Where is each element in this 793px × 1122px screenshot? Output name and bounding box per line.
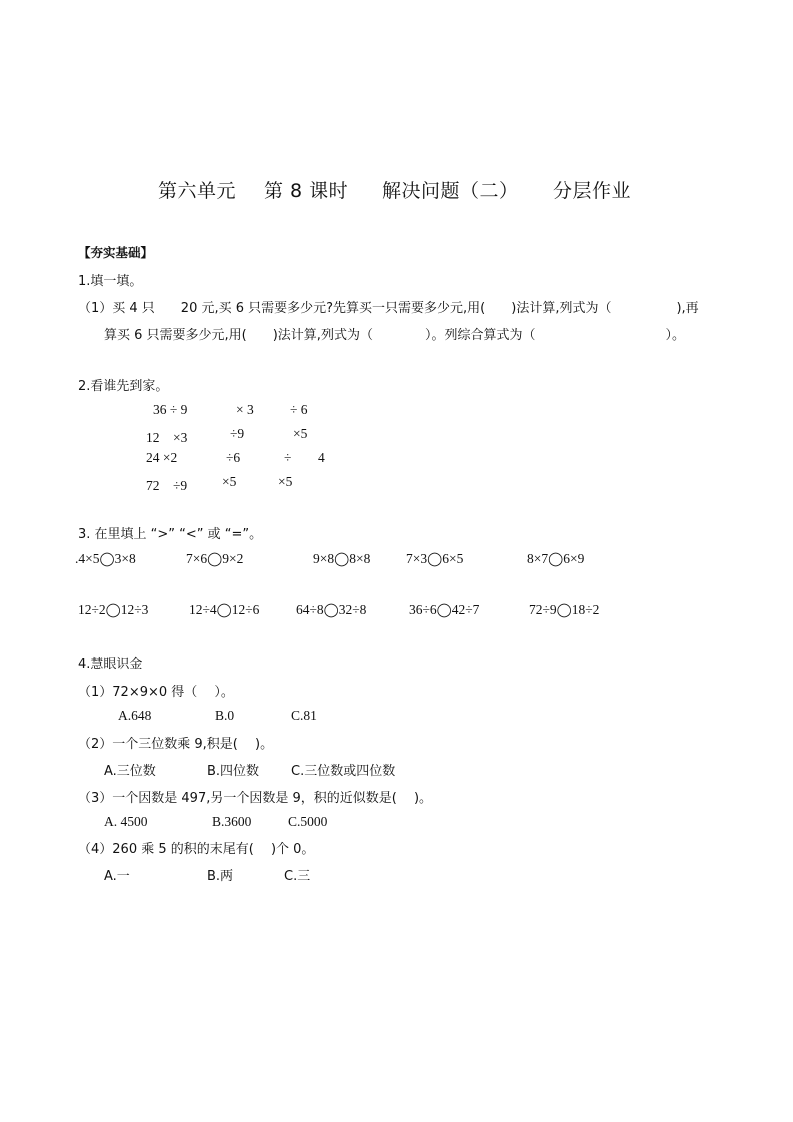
q4-option: A.三位数 (104, 764, 156, 779)
q2-cell: ÷6 (226, 450, 241, 465)
q4-stem: （1）72×9×0 得（ ）。 (78, 685, 234, 700)
q4-stem: （3）一个因数是 497,另一个因数是 9，积的近似数是( )。 (78, 791, 433, 806)
q2-cell: 72 ÷9 (146, 478, 188, 493)
q4-option: B.两 (207, 869, 234, 884)
title-unit: 第六单元 (158, 180, 237, 202)
q4-option: C.81 (291, 708, 317, 723)
q4-option: B.0 (215, 708, 235, 723)
q3-comparison: .4×5◯3×8 (75, 551, 136, 566)
q1-line1: （1）买 4 只 20 元,买 6 只需要多少元?先算买一只需要多少元,用( )法计算,列式为（ ),再 (78, 301, 699, 316)
q2-cell: ÷ 6 (290, 402, 308, 417)
q2-cell: ÷9 (230, 426, 245, 441)
q3-comparison: 7×6◯9×2 (186, 551, 244, 566)
q4-option: A.一 (104, 869, 130, 884)
q2-cell: 4 (318, 450, 325, 465)
q4-option: C.5000 (288, 814, 328, 829)
q2-cell: 36 ÷ 9 (153, 402, 188, 417)
q4-option: A. 4500 (104, 814, 148, 829)
q4-heading: 4.慧眼识金 (78, 657, 143, 672)
q2-cell: ×5 (222, 474, 237, 489)
q4-stem: （4）260 乘 5 的积的末尾有( )个 0。 (78, 842, 315, 857)
title-topic: 解决问题（二） (382, 180, 519, 202)
q2-cell: 12 ×3 (146, 430, 188, 445)
q2-cell: ×5 (278, 474, 293, 489)
q1-heading: 1.填一填。 (78, 274, 143, 289)
q2-cell: 24 ×2 (146, 450, 178, 465)
q4-option: A.648 (118, 708, 152, 723)
q3-comparison: 7×3◯6×5 (406, 551, 464, 566)
q2-cell: ÷ (284, 450, 292, 465)
q4-stem: （2）一个三位数乘 9,积是( )。 (78, 737, 274, 752)
q3-comparison: 72÷9◯18÷2 (529, 602, 600, 617)
q3-comparison: 8×7◯6×9 (527, 551, 585, 566)
title-kind: 分层作业 (553, 180, 632, 202)
q3-comparison: 9×8◯8×8 (313, 551, 371, 566)
q4-option: C.三 (284, 869, 311, 884)
q4-option: B.3600 (212, 814, 252, 829)
q3-comparison: 12÷4◯12÷6 (189, 602, 260, 617)
q3-comparison: 64÷8◯32÷8 (296, 602, 367, 617)
q4-option: C.三位数或四位数 (291, 764, 396, 779)
q2-cell: ×5 (293, 426, 308, 441)
q3-comparison: 36÷6◯42÷7 (409, 602, 480, 617)
section-header: 【夯实基础】 (78, 245, 154, 260)
title-lesson: 第 8 课时 (264, 180, 349, 202)
q4-option: B.四位数 (207, 764, 260, 779)
q3-comparison: 12÷2◯12÷3 (78, 602, 149, 617)
q2-heading: 2.看谁先到家。 (78, 379, 169, 394)
q1-line2: 算买 6 只需要多少元,用( )法计算,列式为（ ）。列综合算式为（ ）。 (104, 328, 685, 343)
q2-cell: × 3 (236, 402, 254, 417)
q3-heading: 3. 在里填上 “>” “<” 或 “=”。 (78, 527, 263, 542)
